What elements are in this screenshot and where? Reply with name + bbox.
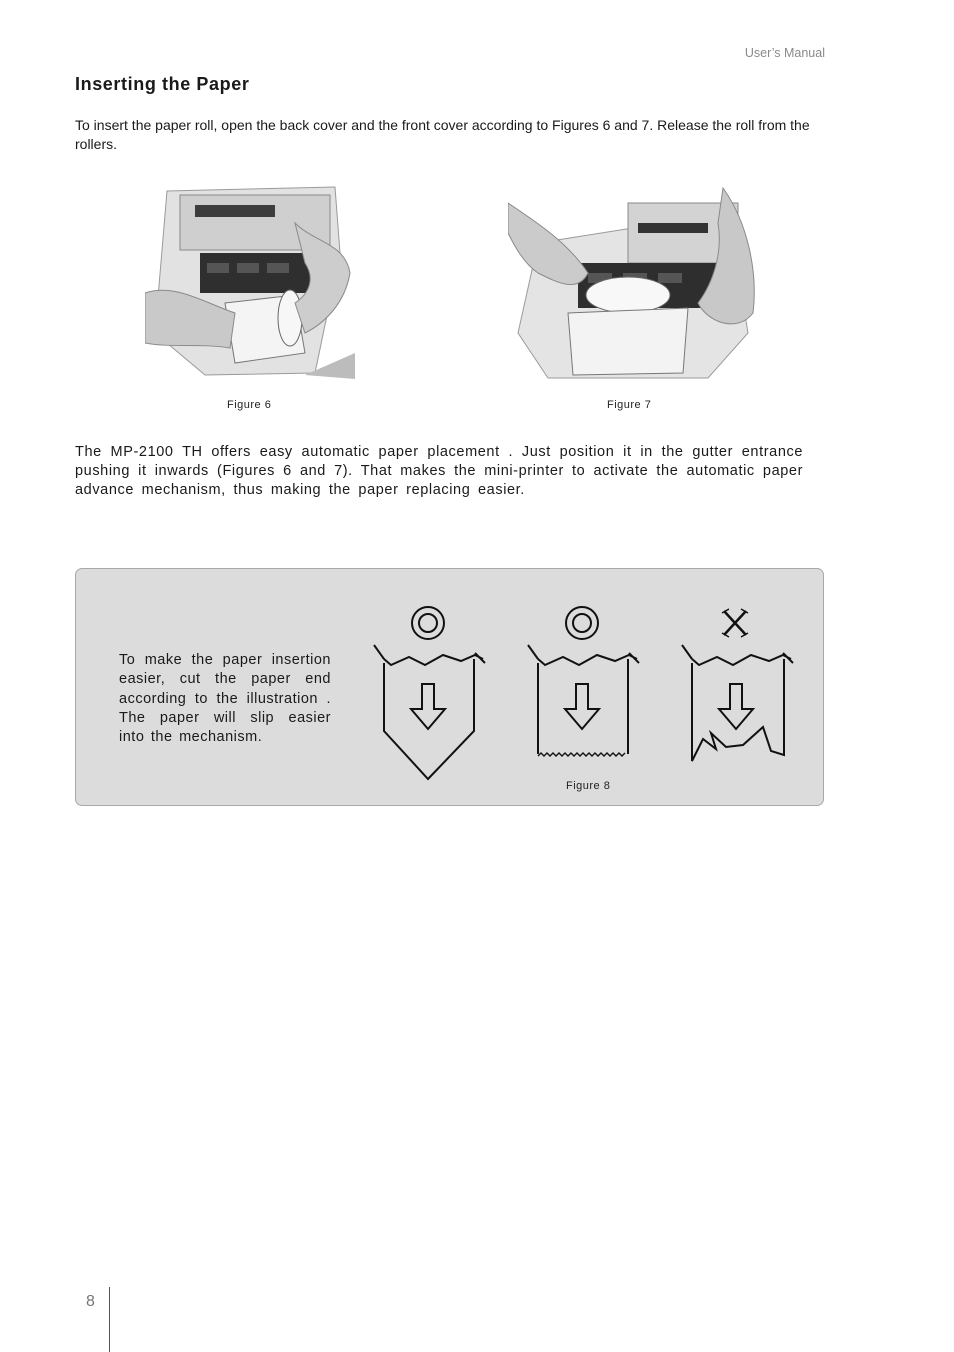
- tip-box: [75, 568, 824, 806]
- incorrect-mark-icon: [722, 609, 748, 637]
- footer-divider: [109, 1287, 110, 1352]
- figure-7-photo: [508, 183, 758, 379]
- figure-8-diagram: [371, 599, 801, 784]
- figure-8-caption: Figure 8: [566, 780, 611, 792]
- correct-mark-icon-2: [566, 607, 598, 639]
- tip-text: To make the paper insertion easier, cut the paper end according to the illustration . The paper will slip easier into the mechanism.: [119, 652, 331, 746]
- correct-mark-icon-1: [412, 607, 444, 639]
- figure-7-caption: Figure 7: [607, 399, 652, 411]
- paper-pointed-end: [374, 645, 485, 779]
- page-number: 8: [86, 1293, 95, 1310]
- intro-paragraph: To insert the paper roll, open the back cover and the front cover according to Figures 6 and 7. Release the roll from the rollers.: [75, 117, 810, 152]
- running-header: User’s Manual: [744, 46, 825, 60]
- section-title: Inserting the Paper: [75, 74, 250, 94]
- figure-6-photo: [145, 183, 355, 379]
- figure-6-caption: Figure 6: [227, 399, 272, 411]
- body-paragraph: The MP-2100 TH offers easy automatic paper placement . Just position it in the gutter entrance pushing it inwards (Figures 6 and 7). That makes the mini-printer to activate the automatic paper advance mechanism, thus making the paper replacing easier.: [75, 444, 803, 498]
- paper-serrated-end: [528, 645, 639, 756]
- paper-torn-end: [682, 645, 793, 761]
